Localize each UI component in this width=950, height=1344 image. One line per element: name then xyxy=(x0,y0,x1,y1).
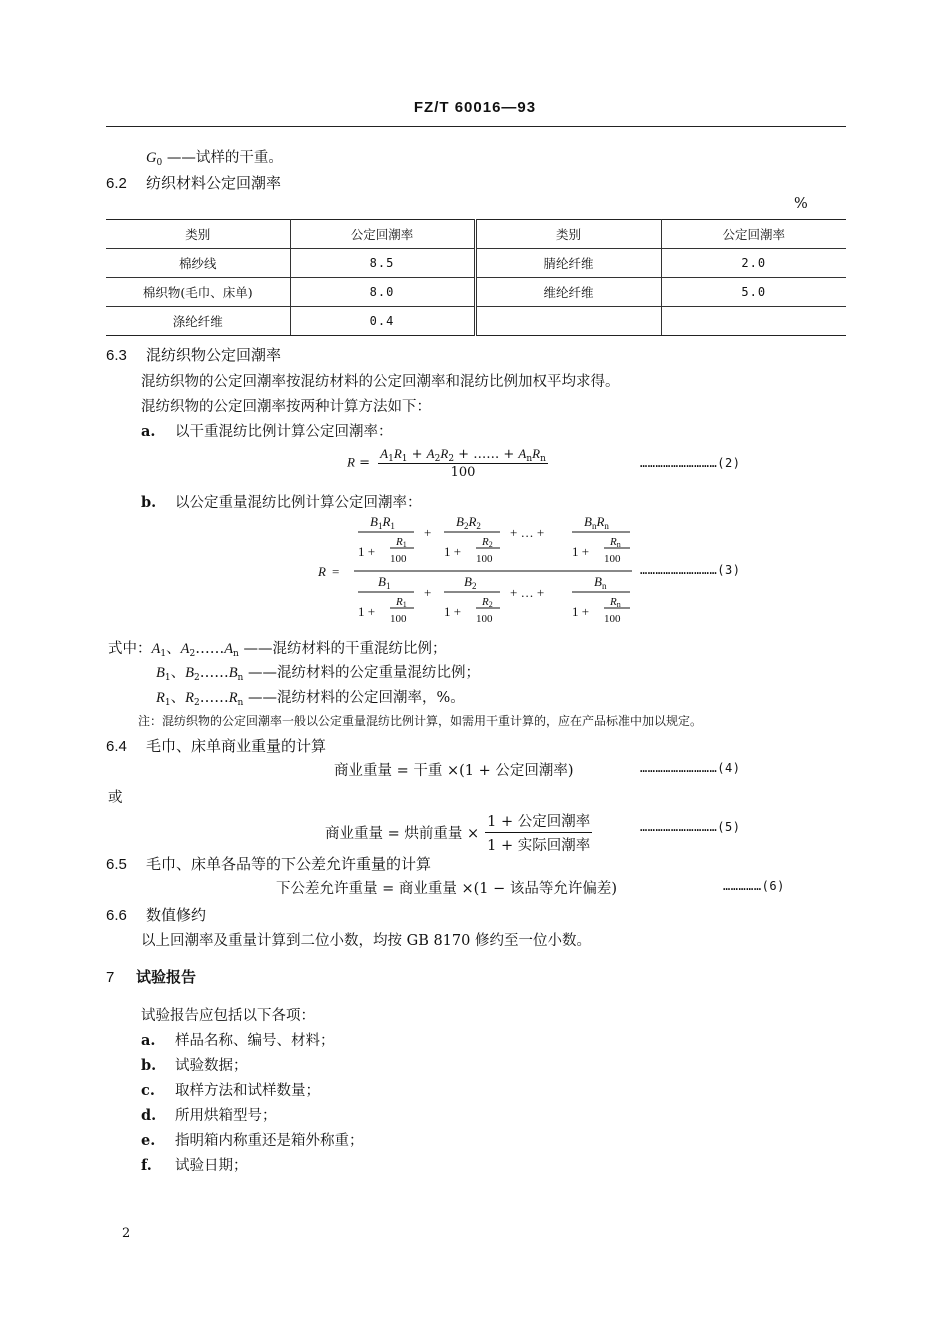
where-a: 式中：$A_1$、$A_2\dots\dots A_n$ ——混纺材料的干重混纺比例； xyxy=(108,641,447,659)
svg-text:1 +: 1 + xyxy=(358,604,376,619)
svg-text:1 +: 1 + xyxy=(444,604,462,619)
svg-text:B2R2: $B_2R_2$ xyxy=(456,514,481,531)
svg-text:R1: R1 xyxy=(396,596,407,609)
section-7-heading: 7 试验报告 xyxy=(106,968,197,986)
list-item: d. 所用烘箱型号； xyxy=(141,1107,277,1124)
svg-text:Rn: Rn xyxy=(610,596,621,609)
table-row xyxy=(106,307,846,336)
method-a: a. 以干重混纺比例计算公定回潮率： xyxy=(141,423,393,440)
equation-5: 商业重量 = 烘前重量 × $\frac{\text{1 + 公定回潮率}}{\text{1 + 实际回潮率}}$ xyxy=(325,810,592,855)
standard-code: FZ/T 60016—93 xyxy=(413,99,537,116)
equation-3 xyxy=(310,510,640,632)
svg-text:100: 100 xyxy=(476,553,493,565)
section-6-2-heading: 6.2 纺织材料公定回潮率 xyxy=(106,174,282,192)
table-header-cell: 公定回潮率 xyxy=(661,220,846,249)
table-cell: 8.5 xyxy=(290,249,475,278)
list-item: f. 试验日期； xyxy=(141,1157,248,1174)
list-item: e. 指明箱内称重还是箱外称重； xyxy=(141,1132,364,1149)
header-rule xyxy=(106,126,846,127)
equation-4-number: …………………………(4) xyxy=(640,761,741,775)
section-6-6-text: 以上回潮率及重量计算到二位小数，均按 GB 8170 修约至一位小数。 xyxy=(141,933,591,949)
table-header-cell: 类别 xyxy=(475,220,661,249)
svg-text:1 +: 1 + xyxy=(444,544,462,559)
table-cell: 腈纶纤维 xyxy=(475,249,661,278)
table-cell: 棉织物(毛巾、床单) xyxy=(106,278,290,307)
table-cell: 8.0 xyxy=(290,278,475,307)
note: 注：混纺织物的公定回潮率一般以公定重量混纺比例计算，如需用干重计算的，应在产品标准中加以规定。 xyxy=(138,714,703,728)
unit-percent: % xyxy=(794,196,808,212)
section-6-3-paragraph-2: 混纺织物的公定回潮率按两种计算方法如下： xyxy=(141,399,431,415)
section-6-3-paragraph-1: 混纺织物的公定回潮率按混纺材料的公定回潮率和混纺比例加权平均求得。 xyxy=(141,374,620,390)
svg-text:R: R xyxy=(318,564,326,579)
table-header-cell: 公定回潮率 xyxy=(290,220,475,249)
list-item: c. 取样方法和试样数量； xyxy=(141,1082,320,1099)
svg-text:Bn: $B_n$ xyxy=(594,574,607,591)
svg-text:B2: $B_2$ xyxy=(464,574,477,591)
where-r: $R_1$、$R_2\dots\dots R_n$ ——混纺材料的公定回潮率，%。 xyxy=(156,690,465,708)
equation-6: 下公差允许重量 = 商业重量 ×(1 − 该品等允许偏差) xyxy=(276,881,618,897)
svg-text:B1: $B_1$ xyxy=(378,574,391,591)
svg-text:1 +: 1 + xyxy=(572,544,590,559)
svg-text:R2: R2 xyxy=(482,596,493,609)
svg-text:R1: R1 xyxy=(396,536,407,549)
page-number: 2 xyxy=(122,1226,131,1241)
table-cell xyxy=(475,307,661,336)
svg-text:100: 100 xyxy=(604,553,621,565)
section-6-3-heading: 6.3 混纺织物公定回潮率 xyxy=(106,346,282,364)
section-6-6-heading: 6.6 数值修约 xyxy=(106,906,207,924)
table-cell: 2.0 xyxy=(661,249,846,278)
or-text: 或 xyxy=(108,790,123,806)
method-b: b. 以公定重量混纺比例计算公定回潮率： xyxy=(141,494,422,511)
svg-text:100: 100 xyxy=(604,613,621,625)
list-item: b. 试验数据； xyxy=(141,1057,248,1074)
svg-text:+ … +: + … + xyxy=(510,585,545,600)
svg-text:100: 100 xyxy=(390,613,407,625)
section-6-5-heading: 6.5 毛巾、床单各品等的下公差允许重量的计算 xyxy=(106,855,432,873)
moisture-regain-table xyxy=(106,219,846,336)
table-cell xyxy=(661,307,846,336)
svg-text:R2: R2 xyxy=(482,536,493,549)
svg-text:+: + xyxy=(424,585,432,600)
where-b: $B_1$、$B_2\dots\dots B_n$ ——混纺材料的公定重量混纺比例； xyxy=(156,665,480,683)
table-header-row xyxy=(106,220,846,249)
equation-5-number: …………………………(5) xyxy=(640,820,741,834)
table-cell: 5.0 xyxy=(661,278,846,307)
table-cell: 维纶纤维 xyxy=(475,278,661,307)
table-cell: 棉纱线 xyxy=(106,249,290,278)
equation-2-number: …………………………(2) xyxy=(640,456,741,470)
list-item: a. 样品名称、编号、材料； xyxy=(141,1032,335,1049)
svg-text:Rn: Rn xyxy=(610,536,621,549)
svg-text:BnRn: $B_nR_n$ xyxy=(584,514,609,531)
table-cell: 0.4 xyxy=(290,307,475,336)
svg-text:1 +: 1 + xyxy=(572,604,590,619)
table-row xyxy=(106,249,846,278)
g0-definition: $G_0$ ——试样的干重。 xyxy=(146,150,283,168)
section-6-4-heading: 6.4 毛巾、床单商业重量的计算 xyxy=(106,737,327,755)
table-cell: 涤纶纤维 xyxy=(106,307,290,336)
svg-text:+: + xyxy=(424,525,432,540)
table-row xyxy=(106,278,846,307)
equation-2: R = $\frac{A_1R_1 + A_2R_2 + \dots\dots + A_nR_n}{100}$ xyxy=(347,446,546,480)
svg-text:100: 100 xyxy=(476,613,493,625)
svg-text:=: = xyxy=(332,564,340,579)
section-7-intro: 试验报告应包括以下各项： xyxy=(141,1008,315,1024)
table-header-cell: 类别 xyxy=(106,220,290,249)
svg-text:+ … +: + … + xyxy=(510,525,545,540)
svg-text:1 +: 1 + xyxy=(358,544,376,559)
equation-4: 商业重量 = 干重 ×(1 + 公定回潮率) xyxy=(334,763,574,779)
equation-6-number: ……………(6) xyxy=(723,879,785,893)
equation-3-number: …………………………(3) xyxy=(640,563,741,577)
svg-text:B1R1: $B_1R_1$ xyxy=(370,514,395,531)
svg-text:100: 100 xyxy=(390,553,407,565)
